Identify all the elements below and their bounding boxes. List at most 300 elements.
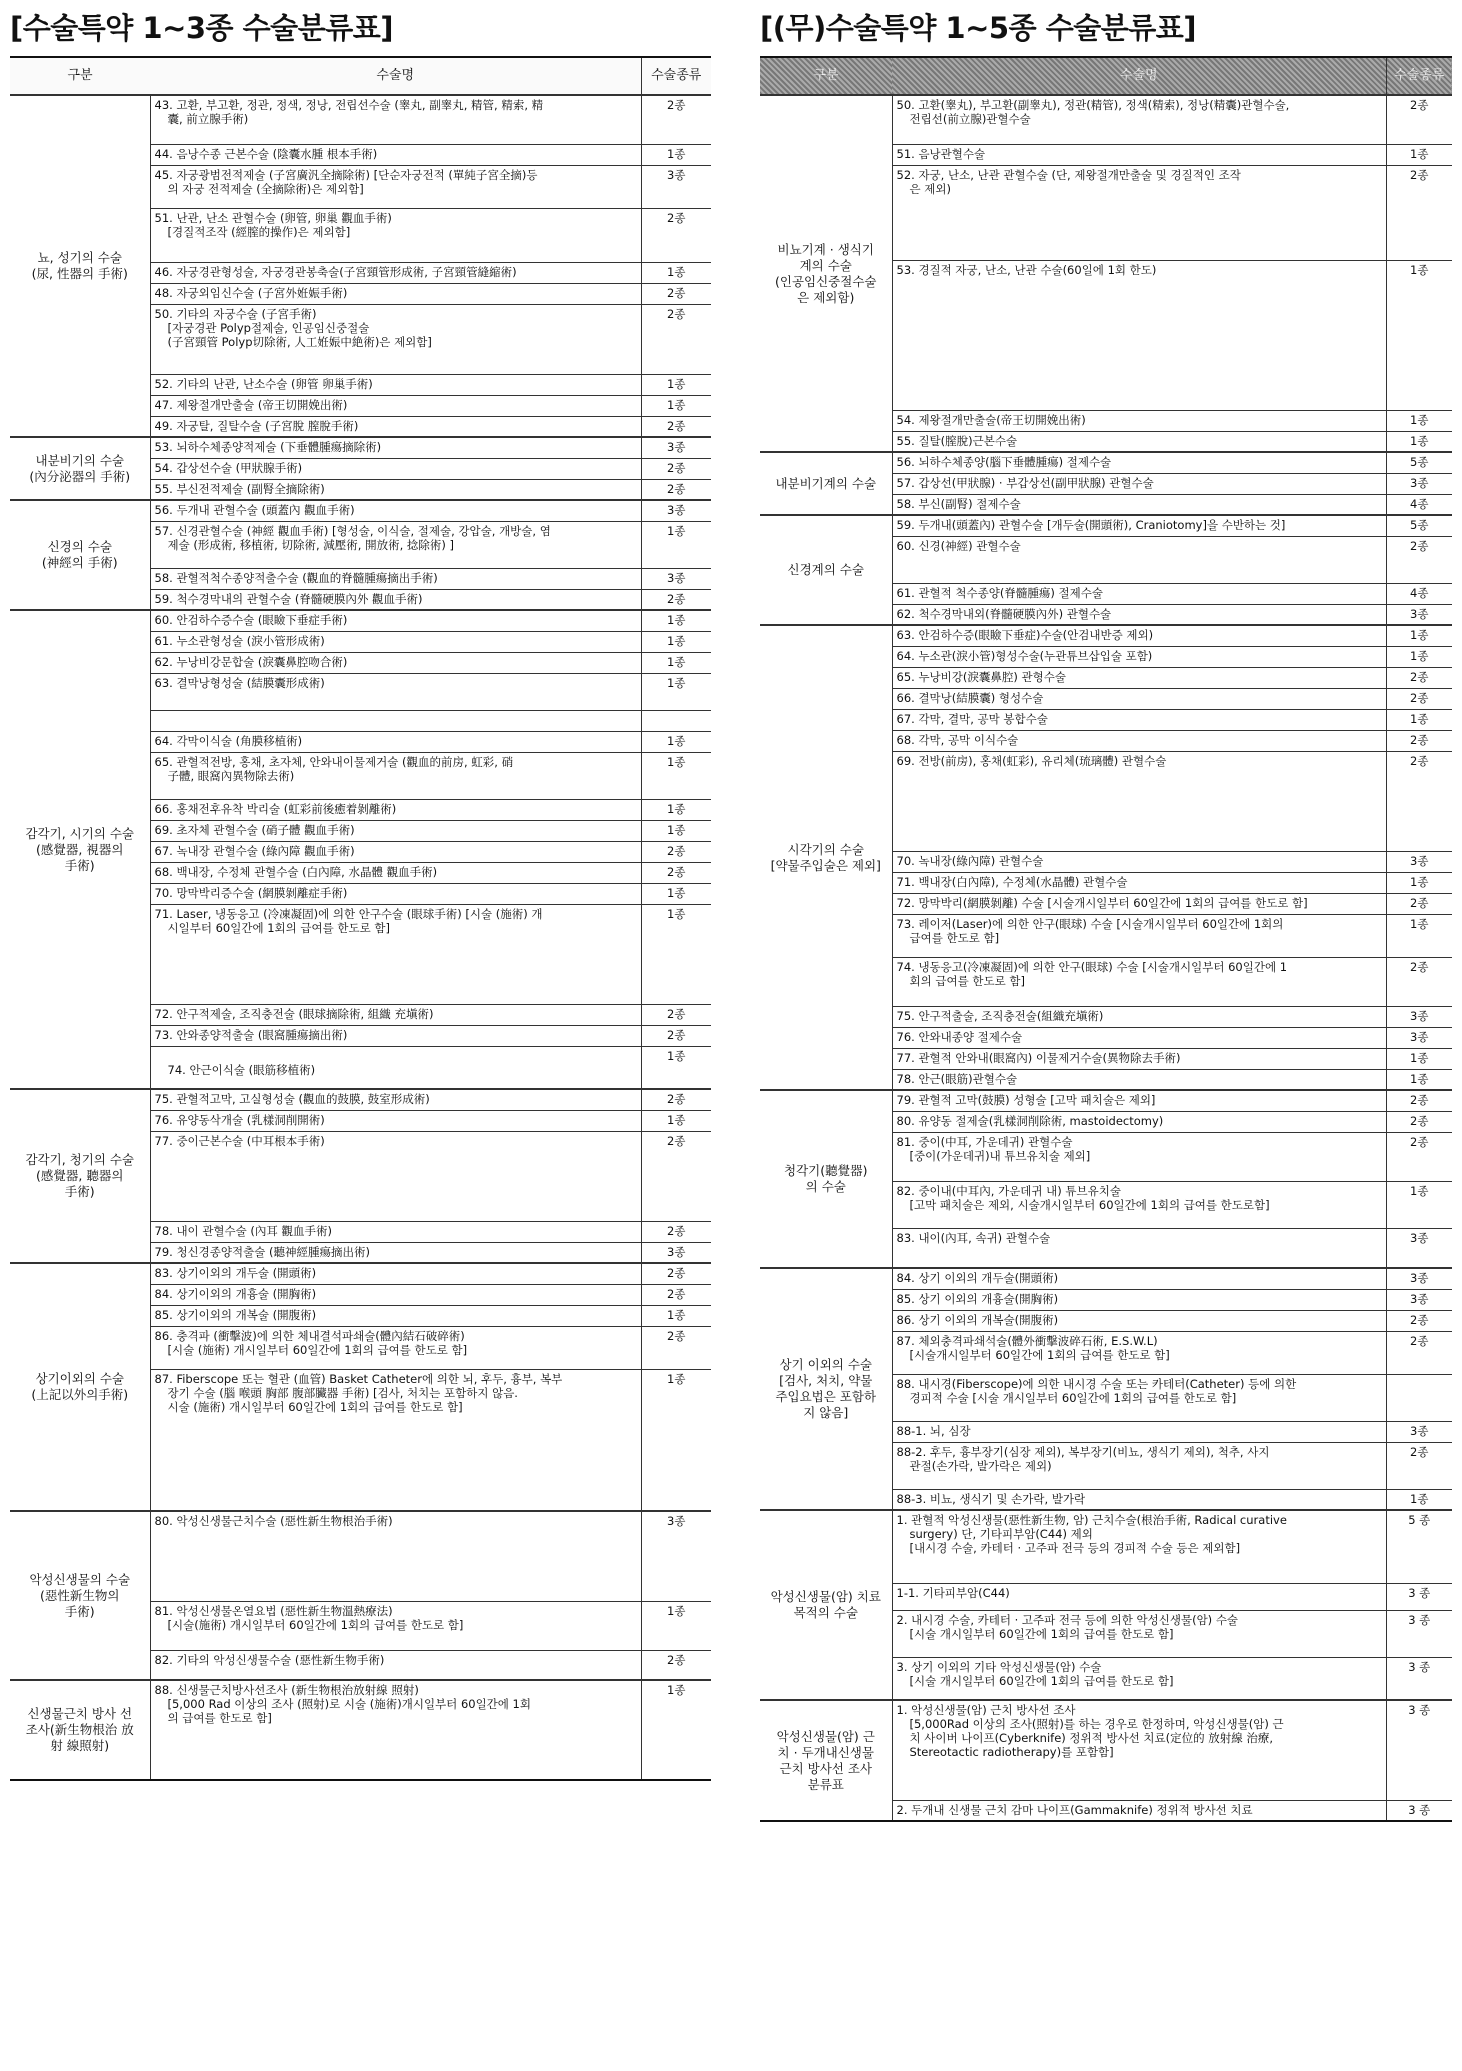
category-label: 手術) [64, 1184, 95, 1199]
table-row [10, 610, 711, 631]
grade-cell: 2종 [641, 841, 711, 862]
category-label: 주입요법은 포함하 [775, 1389, 877, 1404]
procedure-cell [892, 95, 1386, 144]
procedure-text: 76. 유양동삭개술 (乳樣洞削開術) [154, 1112, 325, 1127]
procedure-text: [고막 패치술은 제외, 시술개시일부터 60일간에 1회의 급여를 한도로함] [909, 1197, 1270, 1212]
procedure-text: 56. 뇌하수체종양(腦下垂體腫瘍) 절제수술 [896, 455, 1112, 469]
procedure-text: 58. 부신(副腎) 절제수술 [896, 496, 1021, 511]
procedure-text: 65. 누낭비강(淚囊鼻腔) 관형수술 [896, 669, 1066, 684]
grade-cell: 5 종 [1386, 1510, 1452, 1583]
category-cell [760, 1268, 892, 1510]
procedure-text: 67. 각막, 결막, 공막 봉합수술 [896, 711, 1048, 726]
procedure-cell [892, 1510, 1386, 1583]
grade-cell: 2종 [641, 416, 711, 437]
procedure-text: 75. 관혈적고막, 고실형성술 (觀血的鼓膜, 鼓室形成術) [154, 1092, 430, 1106]
procedure-text: 50. 기타의 자궁수술 (子宮手術) [154, 306, 317, 321]
procedure-cell [150, 1263, 641, 1284]
procedure-cell [150, 1601, 641, 1650]
category-label: 신경계의 수술 [787, 562, 864, 577]
procedure-text: (子宮頸管 Polyp切除術, 人工姙娠中絶術)은 제외함] [167, 334, 432, 349]
category-label: [약물주입술은 제외] [770, 857, 881, 873]
procedure-cell [892, 1800, 1386, 1821]
procedure-text: 76. 안와내종양 절제수술 [896, 1029, 1023, 1044]
procedure-text: 70. 망막박리증수술 (網膜剝離症手術) [154, 885, 348, 900]
procedure-text: 88. 내시경(Fiberscope)에 의한 내시경 수술 또는 카테터(Catheter) 등에 의한 [896, 1376, 1297, 1391]
category-label: 비뇨기계 · 생식기 [777, 241, 874, 257]
procedure-cell [892, 1331, 1386, 1374]
procedure-cell [150, 144, 641, 165]
procedure-text: 78. 내이 관혈수술 (內耳 觀血手術) [154, 1223, 333, 1238]
procedure-text: 68. 백내장, 수정체 관혈수술 (白內障, 水晶體 觀血手術) [154, 864, 438, 879]
procedure-cell [150, 304, 641, 374]
procedure-cell [150, 208, 641, 262]
grade-cell: 1종 [641, 610, 711, 631]
procedure-cell [150, 631, 641, 652]
grade-cell [1386, 1374, 1452, 1421]
procedure-text: 57. 신경관혈수술 (神經 觀血手術) [형성술, 이식술, 절제술, 강압술, 개방술, 염 [154, 523, 551, 538]
procedure-cell [150, 521, 641, 568]
grade-cell: 1종 [641, 1046, 711, 1089]
procedure-text: 60. 신경(神經) 관혈수술 [896, 538, 1021, 553]
procedure-cell [150, 862, 641, 883]
procedure-cell [150, 500, 641, 521]
grade-cell: 1종 [1386, 260, 1452, 410]
procedure-cell [892, 646, 1386, 667]
grade-cell: 3 종 [1386, 1583, 1452, 1610]
grade-cell: 2종 [641, 95, 711, 144]
procedure-text: 83. 내이(內耳, 속귀) 관혈수술 [896, 1230, 1051, 1245]
table-row [760, 1268, 1452, 1289]
grade-cell: 2종 [1386, 1111, 1452, 1132]
grade-cell: 1종 [641, 521, 711, 568]
procedure-cell [892, 144, 1386, 165]
grade-cell: 1종 [641, 262, 711, 283]
grade-cell: 2종 [1386, 688, 1452, 709]
category-cell [760, 1510, 892, 1700]
procedure-text: 81. 중이(中耳, 가운데귀) 관혈수술 [896, 1134, 1073, 1149]
procedure-cell [892, 1069, 1386, 1090]
category-label: (上記以外의手術) [31, 1387, 129, 1402]
procedure-cell [892, 1228, 1386, 1268]
category-cell [760, 452, 892, 515]
procedure-text: 63. 안검하수증(眼瞼下垂症)수술(안검내반증 제외) [896, 628, 1154, 642]
table-row [760, 95, 1452, 144]
grade-cell: 2종 [641, 479, 711, 500]
grade-cell: 3종 [641, 437, 711, 458]
procedure-cell [150, 589, 641, 610]
grade-cell: 2종 [1386, 893, 1452, 914]
procedure-cell [892, 688, 1386, 709]
procedure-cell [892, 452, 1386, 473]
category-cell [760, 1090, 892, 1268]
procedure-cell [892, 1374, 1386, 1421]
procedure-text: 전립선(前立腺)관혈수술 [909, 112, 1031, 126]
procedure-text: 83. 상기이외의 개두술 (開頭術) [154, 1266, 317, 1280]
header-procedure: 수술명 [892, 57, 1386, 95]
procedure-text: 68. 각막, 공막 이식수술 [896, 732, 1019, 747]
grade-cell: 1종 [641, 673, 711, 710]
procedure-text: 56. 두개내 관혈수술 (頭蓋內 觀血手術) [154, 503, 355, 517]
procedure-cell [892, 709, 1386, 730]
grade-cell: 2종 [641, 1025, 711, 1046]
procedure-text: 장기 수술 (腦 喉頭 胸部 腹部臟器 手術) [검사, 처치는 포함하지 않음. [167, 1385, 518, 1400]
procedure-text: 87. Fiberscope 또는 혈관 (血管) Basket Catheter에 의한 뇌, 후두, 흉부, 복부 [154, 1371, 563, 1386]
procedure-text: 48. 자궁외임신수술 (子宮外姙娠手術) [154, 285, 348, 300]
procedure-text: 88. 신생물근치방사선조사 (新生物根治放射線 照射) [154, 1683, 419, 1697]
procedure-cell [892, 260, 1386, 410]
grade-cell: 2종 [1386, 536, 1452, 583]
procedure-cell [892, 515, 1386, 536]
procedure-cell [150, 904, 641, 1004]
procedure-cell [150, 841, 641, 862]
header-category: 구분 [10, 57, 150, 95]
procedure-cell [892, 1006, 1386, 1027]
category-label: (尿, 性器의 手術) [31, 266, 128, 281]
procedure-text: 45. 자궁광범전적제술 (子宮廣汎全摘除術) [단순자궁전적 (單純子宮全摘)등 [154, 167, 538, 182]
procedure-text: 72. 망막박리(網膜剝離) 수술 [시술개시일부터 60일간에 1회의 급여를 한도로 함] [896, 895, 1308, 910]
category-cell [760, 1700, 892, 1821]
category-label: 분류표 [807, 1776, 844, 1792]
category-label: 감각기, 시기의 수술 [25, 825, 135, 841]
category-label: 手術) [64, 1603, 95, 1619]
procedure-text: 70. 녹내장(綠內障) 관혈수술 [896, 853, 1044, 868]
grade-cell: 2종 [1386, 165, 1452, 260]
procedure-cell [150, 673, 641, 710]
grade-cell: 4종 [1386, 494, 1452, 515]
procedure-text: 84. 상기이외의 개흉술 (開胸術) [154, 1286, 317, 1301]
procedure-cell [892, 1027, 1386, 1048]
procedure-text: [5,000Rad 이상의 조사(照射)를 하는 경우로 한정하며, 악성신생물(암) 근 [909, 1717, 1284, 1731]
procedure-text: 시일부터 60일간에 1회의 급여를 한도로 함] [167, 920, 390, 935]
procedure-text: 80. 악성신생물근치수술 (惡性新生物根治手術) [154, 1514, 393, 1528]
procedure-cell [892, 957, 1386, 1006]
procedure-text: 80. 유양동 절제술(乳樣洞削除術, mastoidectomy) [896, 1113, 1164, 1128]
procedure-text: 경피적 수술 [시술 개시일부터 60일간에 1회의 급여를 한도로 함] [909, 1390, 1237, 1405]
procedure-cell [892, 431, 1386, 452]
procedure-cell [892, 1090, 1386, 1111]
procedure-text: 53. 뇌하수체종양적제술 (下垂體腫瘍摘除術) [154, 440, 382, 454]
procedure-text: 75. 안구적출술, 조직충전술(組織充塡術) [896, 1008, 1104, 1023]
procedure-text: 2. 내시경 수술, 카테터 · 고주파 전극 등에 의한 악성신생물(암) 수술 [896, 1612, 1239, 1627]
header-category: 구분 [760, 57, 892, 95]
category-label: 상기이외의 수술 [35, 1371, 124, 1386]
procedure-cell [150, 710, 641, 731]
grade-cell: 1종 [641, 1680, 711, 1780]
procedure-text: 74. 안근이식술 (眼筋移植術) [167, 1062, 316, 1077]
procedure-cell [150, 752, 641, 799]
procedure-text: 82. 기타의 악성신생물수술 (惡性新生物手術) [154, 1652, 385, 1667]
grade-cell: 1종 [641, 652, 711, 673]
grade-cell: 1종 [1386, 625, 1452, 646]
procedure-cell [150, 1221, 641, 1242]
table-row [10, 1511, 711, 1601]
procedure-text: 63. 결막낭형성술 (結膜囊形成術) [154, 675, 325, 690]
grade-cell: 5종 [1386, 515, 1452, 536]
procedure-text: 52. 기타의 난관, 난소수술 (卵管 卵巢手術) [154, 376, 373, 391]
grade-cell: 2종 [641, 1221, 711, 1242]
procedure-cell [892, 536, 1386, 583]
table-row [760, 1090, 1452, 1111]
procedure-text: 85. 상기 이외의 개흉술(開胸術) [896, 1291, 1059, 1306]
grade-cell: 2종 [641, 1326, 711, 1369]
procedure-cell [892, 1489, 1386, 1510]
category-label: 은 제외함) [797, 289, 855, 305]
procedure-cell [892, 604, 1386, 625]
procedure-text: 50. 고환(睾丸), 부고환(副睾丸), 정관(精管), 정색(精索), 정낭(精囊)관혈수술, [896, 98, 1290, 112]
procedure-cell [150, 374, 641, 395]
procedure-text: 제술 (形成術, 移植術, 切除術, 減壓術, 開放術, 捻除術) ] [167, 537, 455, 552]
procedure-text: [시술 개시일부터 60일간에 1회의 급여를 한도로 함] [909, 1626, 1174, 1641]
table-row [760, 452, 1452, 473]
right-classification-table [760, 56, 1452, 1822]
procedure-text: 60. 안검하수증수술 (眼瞼下垂症手術) [154, 613, 348, 627]
category-cell [10, 610, 150, 1089]
procedure-text: 54. 제왕절개만출술(帝王切開娩出術) [896, 412, 1086, 427]
procedure-cell [150, 262, 641, 283]
procedure-text: 88-1. 뇌, 심장 [896, 1423, 971, 1438]
grade-cell: 3종 [1386, 473, 1452, 494]
procedure-cell [150, 1242, 641, 1263]
procedure-cell [150, 883, 641, 904]
grade-cell: 1종 [641, 631, 711, 652]
category-cell [760, 515, 892, 625]
category-label: 뇨, 성기의 수술 [37, 250, 122, 265]
category-cell [10, 1089, 150, 1263]
category-label: 악성신생물의 수술 [29, 1571, 131, 1587]
grade-cell: 3 종 [1386, 1610, 1452, 1657]
procedure-cell [150, 799, 641, 820]
procedure-text: 51. 음낭관혈수술 [896, 146, 986, 161]
grade-cell: 2종 [641, 1650, 711, 1680]
procedure-cell [150, 1305, 641, 1326]
grade-cell: 2종 [641, 1089, 711, 1110]
grade-cell: 2종 [641, 589, 711, 610]
category-label: 내분비기계의 수술 [775, 475, 877, 491]
category-label: (感覺器, 視器의 [36, 841, 124, 857]
left-classification-table [10, 56, 711, 1781]
procedure-text: 55. 질탈(膣脫)근본수술 [896, 433, 1018, 448]
grade-cell: 3종 [1386, 1289, 1452, 1310]
left-classification-panel [10, 0, 711, 1781]
procedure-text: [시술 개시일부터 60일간에 1회의 급여를 한도로 함] [909, 1673, 1174, 1688]
procedure-text: 1-1. 기타피부암(C44) [896, 1585, 1010, 1600]
procedure-cell [150, 1131, 641, 1221]
category-cell [10, 1511, 150, 1680]
procedure-cell [150, 568, 641, 589]
category-label: 감각기, 청기의 수술 [25, 1152, 135, 1167]
grade-cell: 3종 [1386, 1228, 1452, 1268]
grade-cell: 2종 [641, 458, 711, 479]
procedure-cell [150, 95, 641, 144]
procedure-cell [150, 731, 641, 752]
grade-cell: 2종 [1386, 1090, 1452, 1111]
procedure-cell [150, 416, 641, 437]
procedure-cell [892, 165, 1386, 260]
procedure-text: 3. 상기 이외의 기타 악성신생물(암) 수술 [896, 1659, 1102, 1674]
procedure-text: 53. 경질적 자궁, 난소, 난관 수술(60일에 1회 한도) [896, 262, 1157, 277]
procedure-text: 73. 안와종양적출술 (眼窩腫瘍摘出術) [154, 1027, 348, 1042]
left-table-title: [수술특약 1~3종 수술분류표] [10, 11, 393, 45]
header-procedure: 수술명 [150, 57, 641, 95]
category-label: (惡性新生物의 [40, 1587, 120, 1603]
procedure-text: [시술개시일부터 60일간에 1회의 급여를 한도로 함] [909, 1347, 1170, 1362]
procedure-cell [150, 820, 641, 841]
procedure-cell [892, 583, 1386, 604]
procedure-text: 55. 부신전적제술 (副腎全摘除術) [154, 481, 325, 496]
procedure-text: 88-3. 비뇨, 생식기 및 손가락, 발가락 [896, 1491, 1086, 1506]
procedure-text: 子體, 眼窩內異物除去術) [167, 768, 295, 783]
grade-cell: 1종 [1386, 1048, 1452, 1069]
category-label: 지 않음] [803, 1405, 849, 1420]
category-label: 의 수술 [805, 1179, 846, 1194]
grade-cell: 2종 [1386, 95, 1452, 144]
category-cell [10, 1680, 150, 1780]
procedure-cell [150, 165, 641, 208]
grade-cell: 3종 [1386, 851, 1452, 872]
header-grade: 수술종류 [641, 57, 711, 95]
procedure-text: 79. 관혈적 고막(鼓膜) 성형술 [고막 패치술은 제외] [896, 1093, 1156, 1107]
procedure-text: 58. 관혈적척수종양적출수술 (觀血的脊髓腫瘍摘出手術) [154, 570, 438, 585]
procedure-text: 급여를 한도로 함] [909, 930, 1000, 945]
procedure-text: surgery) 단, 기타피부암(C44) 제외 [909, 1527, 1093, 1541]
procedure-cell [892, 1132, 1386, 1181]
procedure-cell [150, 458, 641, 479]
procedure-text: 57. 갑상선(甲狀腺) · 부갑상선(副甲狀腺) 관혈수술 [896, 475, 1154, 490]
procedure-cell [892, 914, 1386, 957]
procedure-cell [150, 395, 641, 416]
category-label: 시각기의 수술 [787, 841, 864, 857]
grade-cell: 2종 [1386, 667, 1452, 688]
grade-cell: 3 종 [1386, 1657, 1452, 1700]
grade-cell: 1종 [641, 799, 711, 820]
procedure-cell [150, 1650, 641, 1680]
procedure-text: 67. 녹내장 관혈수술 (綠內障 觀血手術) [154, 843, 355, 858]
procedure-text: 64. 각막이식술 (角膜移植術) [154, 733, 303, 748]
category-cell [10, 95, 150, 437]
procedure-text: 82. 중이내(中耳內, 가운데귀 내) 튜브유치술 [896, 1183, 1121, 1198]
grade-cell: 3종 [641, 568, 711, 589]
procedure-text: 79. 청신경종양적출술 (聽神經腫瘍摘出術) [154, 1244, 370, 1259]
grade-cell: 2종 [1386, 730, 1452, 751]
table-row [10, 95, 711, 144]
category-cell [10, 500, 150, 610]
table-row [10, 1263, 711, 1284]
procedure-text [155, 1049, 637, 1063]
procedure-text: 1. 악성신생물(암) 근치 방사선 조사 [896, 1703, 1076, 1717]
grade-cell: 1종 [641, 1369, 711, 1511]
header-grade: 수술종류 [1386, 57, 1452, 95]
procedure-text: 66. 결막낭(結膜囊) 형성수술 [896, 690, 1044, 705]
grade-cell: 1종 [641, 820, 711, 841]
procedure-text: [자궁경관 Polyp절제술, 인공임신중절술 [167, 320, 370, 335]
table-row [760, 1510, 1452, 1583]
procedure-cell [150, 283, 641, 304]
grade-cell: 3 종 [1386, 1800, 1452, 1821]
grade-cell: 1종 [1386, 144, 1452, 165]
grade-cell: 3종 [1386, 1027, 1452, 1048]
procedure-text: 85. 상기이외의 개복술 (開腹術) [154, 1307, 317, 1322]
procedure-cell [892, 1421, 1386, 1442]
procedure-cell [150, 1680, 641, 1780]
grade-cell: 2종 [1386, 751, 1452, 851]
grade-cell: 3종 [1386, 1006, 1452, 1027]
right-classification-panel [760, 0, 1452, 1822]
category-label: 신생물근치 방사 선 [27, 1706, 133, 1721]
procedure-text: 관절(손가락, 발가락은 제외) [909, 1458, 1052, 1473]
category-label: 청각기(聽覺器) [784, 1163, 868, 1178]
grade-cell: 3종 [641, 1242, 711, 1263]
procedure-cell [892, 751, 1386, 851]
grade-cell: 3종 [641, 1511, 711, 1601]
procedure-text: 61. 관혈적 척수종양(脊髓腫瘍) 절제수술 [896, 585, 1103, 600]
grade-cell: 2종 [1386, 1442, 1452, 1489]
procedure-cell [150, 1004, 641, 1025]
procedure-text: 71. Laser, 냉동응고 (冷凍凝固)에 의한 안구수술 (眼球手術) [시술 (施術) 개 [154, 906, 543, 921]
procedure-text: 47. 제왕절개만출술 (帝王切開娩出術) [154, 397, 348, 412]
procedure-text: 78. 안근(眼筋)관혈수술 [896, 1071, 1018, 1086]
procedure-cell [892, 667, 1386, 688]
grade-cell: 1종 [1386, 410, 1452, 431]
procedure-text: 61. 누소관형성술 (淚小管形成術) [154, 633, 325, 648]
category-label: 악성신생물(암) 치료 [770, 1589, 881, 1604]
procedure-cell [150, 610, 641, 631]
procedure-text: 74. 냉동응고(冷凍凝固)에 의한 안구(眼球) 수술 [시술개시일부터 60일간에 1 [896, 959, 1288, 974]
grade-cell: 2종 [641, 1004, 711, 1025]
grade-cell: 1종 [641, 1305, 711, 1326]
procedure-cell [150, 1284, 641, 1305]
table-row [10, 1089, 711, 1110]
procedure-cell [150, 1369, 641, 1511]
grade-cell: 2종 [641, 208, 711, 262]
table-row [10, 1680, 711, 1780]
procedure-cell [892, 1700, 1386, 1800]
category-label: (인공임신중절수술 [775, 273, 877, 289]
procedure-text: [시술 (施術) 개시일부터 60일간에 1회의 급여를 한도로 함] [167, 1342, 468, 1357]
procedure-text: 77. 중이근본수술 (中耳根本手術) [154, 1133, 325, 1148]
category-label: 내분비기의 수술 [35, 452, 124, 468]
grade-cell: 1종 [641, 752, 711, 799]
procedure-text: 1. 관혈적 악성신생물(惡性新生物, 암) 근치수술(根治手術, Radical curative [896, 1513, 1287, 1527]
procedure-text: 59. 척수경막내의 관혈수술 (脊髓硬膜內外 觀血手術) [154, 591, 423, 606]
grade-cell: 2종 [641, 1131, 711, 1221]
grade-cell: 2종 [641, 1284, 711, 1305]
grade-cell: 3종 [641, 500, 711, 521]
procedure-text: 69. 초자체 관혈수술 (硝子體 觀血手術) [154, 822, 355, 837]
grade-cell: 1종 [1386, 709, 1452, 730]
procedure-text [155, 713, 637, 727]
procedure-text: 囊, 前立腺手術) [167, 112, 249, 126]
grade-cell: 1종 [641, 395, 711, 416]
procedure-cell [150, 1326, 641, 1369]
procedure-cell [892, 410, 1386, 431]
grade-cell: 3종 [641, 165, 711, 208]
procedure-text: 62. 척수경막내외(脊髓硬膜內外) 관혈수술 [896, 606, 1112, 621]
table-row [10, 500, 711, 521]
grade-cell: 3종 [1386, 604, 1452, 625]
procedure-text: 46. 자궁경관형성술, 자궁경관봉축술(子宮頸管形成術, 子宮頸管縫縮術) [154, 264, 517, 279]
procedure-text: 회의 급여를 한도로 함] [909, 973, 1025, 988]
table-row [760, 1700, 1452, 1800]
grade-cell: 1종 [641, 731, 711, 752]
procedure-text: 62. 누낭비강문합술 (淚囊鼻腔吻合術) [154, 654, 348, 669]
procedure-cell [892, 1310, 1386, 1331]
category-label: 射 線照射) [50, 1738, 110, 1753]
procedure-text: [경질적조작 (經膣的操作)은 제외함] [167, 224, 351, 239]
grade-cell: 1종 [1386, 1489, 1452, 1510]
procedure-cell [892, 494, 1386, 515]
grade-cell: 1종 [1386, 914, 1452, 957]
category-label: 手術) [64, 857, 95, 873]
